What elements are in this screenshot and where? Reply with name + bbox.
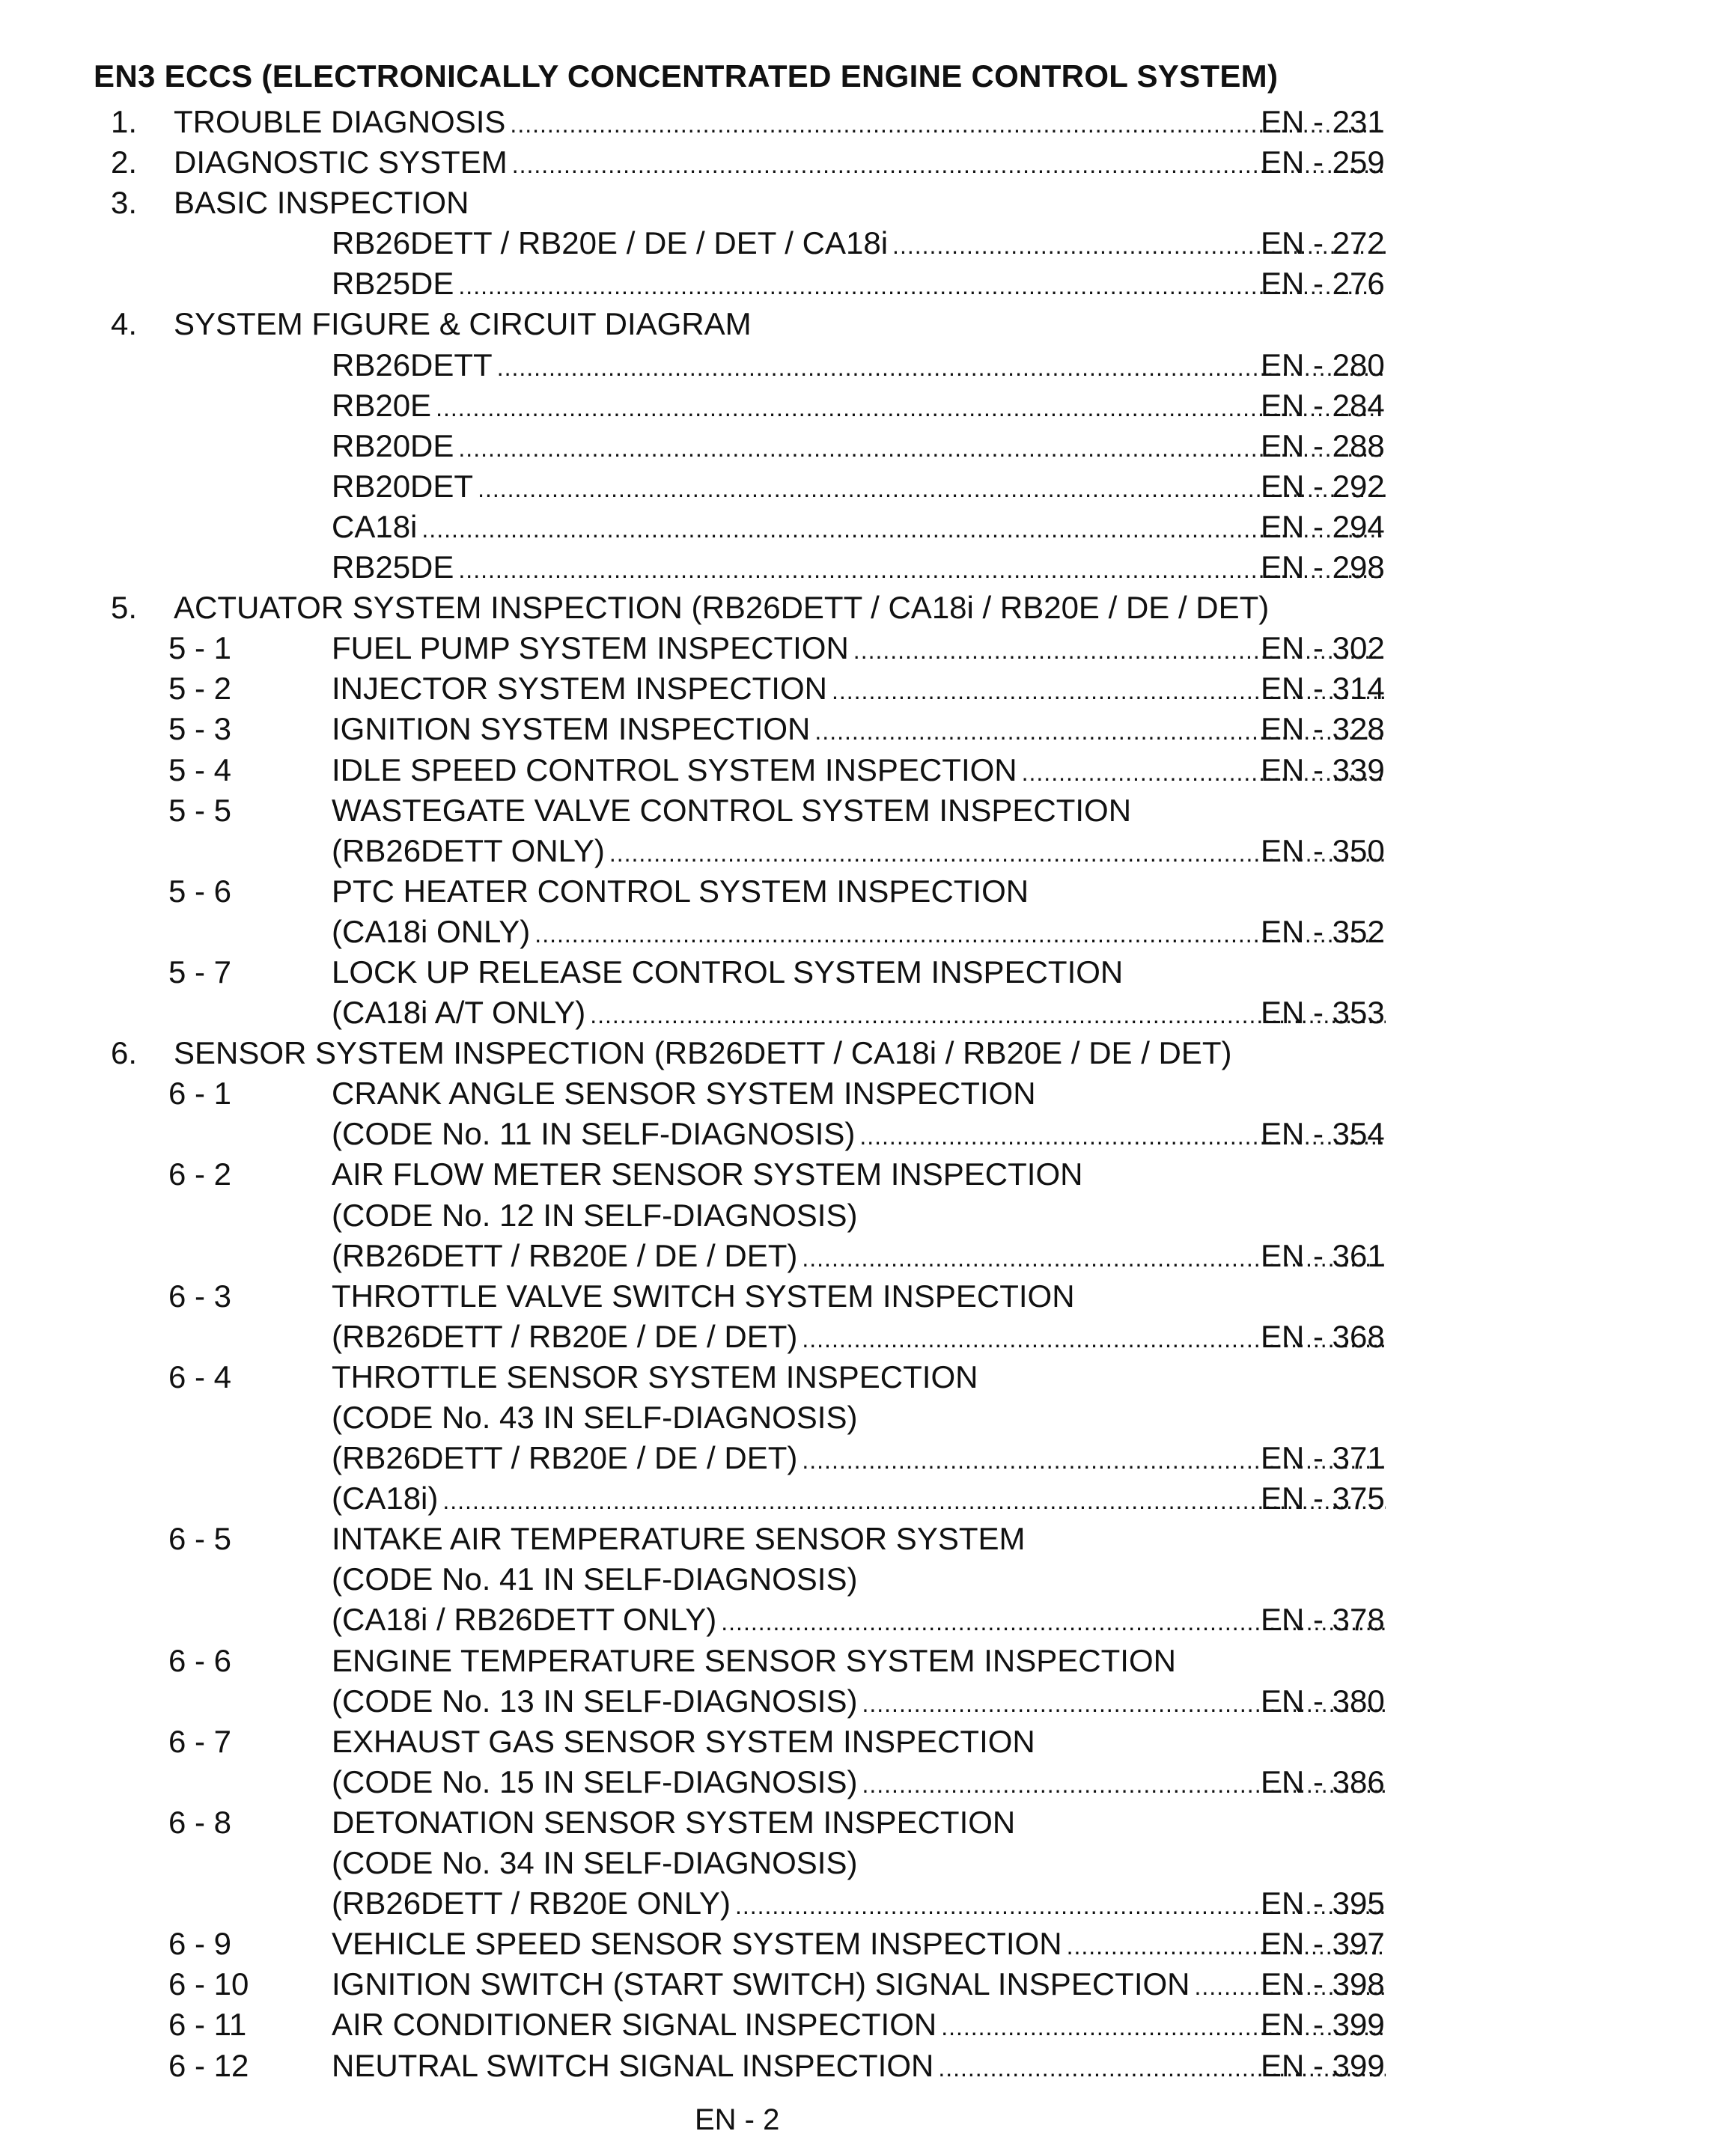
entry-title: DETONATION SENSOR SYSTEM INSPECTION <box>332 1804 1016 1840</box>
toc-entry <box>0 345 1736 385</box>
dot-leader <box>534 914 1386 954</box>
page-reference: EN - 398 <box>1261 1966 1385 2002</box>
entry-text-line <box>332 223 1390 266</box>
entry-text-line <box>332 1154 1390 1195</box>
toc-entry <box>0 1883 1736 1924</box>
entry-title: (CODE No. 12 IN SELF-DIAGNOSIS) <box>332 1197 858 1233</box>
page-reference: EN - 294 <box>1261 508 1385 544</box>
entry-text-line <box>174 588 1390 628</box>
entry-text-line <box>332 912 1390 954</box>
entry-number: 5. <box>111 590 138 626</box>
dot-leader <box>436 388 1386 428</box>
toc-entry <box>0 1843 1736 1883</box>
page-reference: EN - 302 <box>1261 630 1385 666</box>
toc-entry <box>0 142 1736 183</box>
dot-leader <box>442 1481 1386 1521</box>
toc-entry <box>0 993 1736 1033</box>
toc-entry <box>0 952 1736 993</box>
dot-leader <box>512 144 1386 185</box>
entry-text-line <box>332 993 1390 1035</box>
toc-entry <box>0 1033 1736 1073</box>
entry-text-line <box>332 263 1390 306</box>
entry-text-line <box>332 2046 1390 2088</box>
page-reference: EN - 231 <box>1261 104 1385 139</box>
entry-title: RB20E <box>332 387 432 423</box>
entry-title: (RB26DETT ONLY) <box>332 832 605 868</box>
entry-text-line <box>332 1559 1390 1600</box>
entry-title: EXHAUST GAS SENSOR SYSTEM INSPECTION <box>332 1723 1035 1759</box>
entry-title: FUEL PUMP SYSTEM INSPECTION <box>332 630 849 666</box>
entry-text-line <box>332 1762 1390 1805</box>
toc-entry <box>0 223 1736 263</box>
entry-text-line <box>332 1195 1390 1236</box>
toc-entry <box>0 750 1736 790</box>
entry-title: SYSTEM FIGURE & CIRCUIT DIAGRAM <box>174 306 752 342</box>
page-number-footer: EN - 2 <box>695 2103 780 2136</box>
entry-text-line <box>332 871 1390 912</box>
entry-title: CRANK ANGLE SENSOR SYSTEM INSPECTION <box>332 1076 1036 1112</box>
entry-text-line <box>174 142 1390 185</box>
entry-subnumber: 6 - 9 <box>168 1926 232 1962</box>
entry-title: NEUTRAL SWITCH SIGNAL INSPECTION <box>332 2047 934 2083</box>
entry-subnumber: 6 - 1 <box>168 1076 232 1112</box>
entry-text-line <box>332 1073 1390 1114</box>
dot-leader <box>458 428 1386 469</box>
entry-title: RB20DET <box>332 468 474 504</box>
entry-title: (CA18i / RB26DETT ONLY) <box>332 1602 717 1638</box>
entry-subnumber: 5 - 1 <box>168 630 232 666</box>
entry-text-line <box>332 668 1390 711</box>
page-reference: EN - 397 <box>1261 1926 1385 1962</box>
toc-entry <box>0 1964 1736 2005</box>
entry-title: ENGINE TEMPERATURE SENSOR SYSTEM INSPECTION <box>332 1642 1176 1678</box>
entry-text-line <box>332 1964 1390 2007</box>
toc-entry <box>0 102 1736 142</box>
entry-title: (CODE No. 11 IN SELF-DIAGNOSIS) <box>332 1116 856 1152</box>
entry-title: BASIC INSPECTION <box>174 185 469 221</box>
entry-text-line <box>332 345 1390 388</box>
toc-entry <box>0 1802 1736 1843</box>
dot-leader <box>478 469 1386 509</box>
dot-leader <box>458 549 1386 590</box>
toc-entry <box>0 1762 1736 1802</box>
page-reference: EN - 399 <box>1261 2007 1385 2043</box>
entry-title: DIAGNOSTIC SYSTEM <box>174 144 508 180</box>
entry-number: 3. <box>111 185 138 221</box>
entry-number: 4. <box>111 306 138 342</box>
toc-entry <box>0 1073 1736 1114</box>
entry-title: (RB26DETT / RB20E / DE / DET) <box>332 1237 798 1273</box>
toc-entry <box>0 426 1736 466</box>
entry-subnumber: 5 - 4 <box>168 752 232 787</box>
entry-title: RB26DETT / RB20E / DE / DET / CA18i <box>332 225 889 261</box>
toc-entry <box>0 1559 1736 1600</box>
page-reference: EN - 361 <box>1261 1237 1385 1273</box>
toc-entry <box>0 790 1736 831</box>
entry-text-line <box>332 1519 1390 1559</box>
entry-subnumber: 5 - 5 <box>168 792 232 828</box>
page-reference: EN - 368 <box>1261 1318 1385 1354</box>
entry-text-line <box>174 102 1390 144</box>
entry-title: LOCK UP RELEASE CONTROL SYSTEM INSPECTION <box>332 954 1124 990</box>
entry-subnumber: 6 - 12 <box>168 2047 249 2083</box>
entry-text-line <box>332 1641 1390 1681</box>
entry-text-line <box>332 1802 1390 1843</box>
entry-text-line <box>332 385 1390 428</box>
entry-text-line <box>332 1478 1390 1521</box>
entry-number: 1. <box>111 104 138 139</box>
entry-subnumber: 5 - 3 <box>168 711 232 747</box>
entry-text-line <box>332 1357 1390 1397</box>
toc-entry <box>0 912 1736 952</box>
entry-title: (CA18i) <box>332 1481 439 1516</box>
page-reference: EN - 280 <box>1261 347 1385 382</box>
entry-title: PTC HEATER CONTROL SYSTEM INSPECTION <box>332 873 1029 909</box>
entry-title: (CA18i A/T ONLY) <box>332 995 586 1031</box>
toc-entry <box>0 385 1736 426</box>
toc-entry <box>0 831 1736 871</box>
entry-number: 6. <box>111 1035 138 1071</box>
page-reference: EN - 350 <box>1261 832 1385 868</box>
entry-title: (CODE No. 13 IN SELF-DIAGNOSIS) <box>332 1683 858 1719</box>
page-reference: EN - 284 <box>1261 387 1385 423</box>
toc-entry <box>0 1924 1736 1964</box>
page-reference: EN - 375 <box>1261 1481 1385 1516</box>
toc-entry <box>0 466 1736 507</box>
entry-text-line <box>332 1722 1390 1762</box>
toc-entry <box>0 2046 1736 2086</box>
entry-text-line <box>332 1681 1390 1724</box>
entry-title: THROTTLE SENSOR SYSTEM INSPECTION <box>332 1359 978 1394</box>
entry-title: SENSOR SYSTEM INSPECTION (RB26DETT / CA18i / RB20E / DE / DET) <box>174 1035 1232 1071</box>
toc-entry <box>0 1195 1736 1236</box>
toc-entry <box>0 507 1736 547</box>
toc-entry <box>0 1154 1736 1195</box>
page-reference: EN - 272 <box>1261 225 1385 261</box>
entry-text-line <box>332 831 1390 874</box>
entry-text-line <box>332 952 1390 993</box>
toc-entry <box>0 1114 1736 1154</box>
toc-entry <box>0 1438 1736 1478</box>
toc-entry <box>0 263 1736 304</box>
toc-entry <box>0 1357 1736 1397</box>
page-reference: EN - 395 <box>1261 1886 1385 1921</box>
toc-entry <box>0 547 1736 588</box>
toc-entry <box>0 1600 1736 1640</box>
entry-title: (CODE No. 15 IN SELF-DIAGNOSIS) <box>332 1763 858 1799</box>
toc-entry <box>0 1276 1736 1317</box>
table-of-contents <box>0 102 1736 2086</box>
page-reference: EN - 378 <box>1261 1602 1385 1638</box>
entry-subnumber: 6 - 8 <box>168 1804 232 1840</box>
entry-text-line <box>332 628 1390 671</box>
entry-subnumber: 6 - 4 <box>168 1359 232 1394</box>
toc-entry <box>0 1641 1736 1681</box>
entry-title: VEHICLE SPEED SENSOR SYSTEM INSPECTION <box>332 1926 1062 1962</box>
entry-subnumber: 6 - 10 <box>168 1966 249 2002</box>
entry-subnumber: 6 - 3 <box>168 1278 232 1314</box>
entry-text-line <box>174 183 1390 223</box>
entry-subnumber: 5 - 6 <box>168 873 232 909</box>
page-reference: EN - 354 <box>1261 1116 1385 1152</box>
entry-text-line <box>332 1438 1390 1481</box>
entry-text-line <box>332 1397 1390 1438</box>
page-reference: EN - 380 <box>1261 1683 1385 1719</box>
entry-title: ACTUATOR SYSTEM INSPECTION (RB26DETT / CA18i / RB20E / DE / DET) <box>174 590 1270 626</box>
dot-leader <box>458 266 1386 306</box>
entry-text-line <box>332 547 1390 590</box>
entry-title: (CODE No. 34 IN SELF-DIAGNOSIS) <box>332 1845 858 1881</box>
entry-title: WASTEGATE VALVE CONTROL SYSTEM INSPECTION <box>332 792 1132 828</box>
entry-title: (RB26DETT / RB20E / DE / DET) <box>332 1440 798 1476</box>
entry-title: TROUBLE DIAGNOSIS <box>174 104 506 139</box>
entry-text-line <box>332 1600 1390 1642</box>
entry-subnumber: 6 - 7 <box>168 1723 232 1759</box>
entry-text-line <box>332 1924 1390 1966</box>
entry-title: INJECTOR SYSTEM INSPECTION <box>332 671 827 707</box>
page-reference: EN - 353 <box>1261 995 1385 1031</box>
entry-text-line <box>332 1114 1390 1156</box>
entry-text-line <box>332 790 1390 831</box>
toc-entry <box>0 1519 1736 1559</box>
entry-title: RB25DE <box>332 266 454 302</box>
entry-title: (CODE No. 41 IN SELF-DIAGNOSIS) <box>332 1561 858 1597</box>
entry-text-line <box>332 507 1390 549</box>
page-reference: EN - 259 <box>1261 144 1385 180</box>
toc-entry <box>0 871 1736 912</box>
entry-title: IGNITION SWITCH (START SWITCH) SIGNAL INSPECTION <box>332 1966 1190 2002</box>
toc-entry <box>0 588 1736 628</box>
entry-text-line <box>332 1317 1390 1359</box>
page-reference: EN - 352 <box>1261 913 1385 949</box>
toc-entry <box>0 1722 1736 1762</box>
page-reference: EN - 339 <box>1261 752 1385 787</box>
entry-title: RB20DE <box>332 427 454 463</box>
dot-leader <box>510 104 1386 144</box>
entry-title: IGNITION SYSTEM INSPECTION <box>332 711 811 747</box>
toc-entry <box>0 1317 1736 1357</box>
dot-leader <box>421 509 1386 549</box>
entry-text-line <box>332 1843 1390 1883</box>
page-reference: EN - 386 <box>1261 1763 1385 1799</box>
entry-title: (CA18i ONLY) <box>332 913 531 949</box>
entry-text-line <box>332 709 1390 752</box>
entry-subnumber: 6 - 2 <box>168 1156 232 1192</box>
entry-text-line <box>332 2005 1390 2047</box>
toc-entry <box>0 1236 1736 1276</box>
section-title: EN3 ECCS (ELECTRONICALLY CONCENTRATED ENGINE CONTROL SYSTEM) <box>94 58 1279 94</box>
entry-subnumber: 6 - 5 <box>168 1521 232 1557</box>
entry-text-line <box>332 1236 1390 1278</box>
page-reference: EN - 314 <box>1261 671 1385 707</box>
entry-text-line <box>174 304 1390 344</box>
toc-entry <box>0 183 1736 223</box>
entry-title: CA18i <box>332 508 418 544</box>
entry-title: RB25DE <box>332 549 454 585</box>
toc-entry <box>0 304 1736 344</box>
page-reference: EN - 399 <box>1261 2047 1385 2083</box>
toc-entry <box>0 2005 1736 2045</box>
entry-title: INTAKE AIR TEMPERATURE SENSOR SYSTEM <box>332 1521 1026 1557</box>
toc-entry <box>0 1681 1736 1722</box>
entry-subnumber: 6 - 6 <box>168 1642 232 1678</box>
toc-entry <box>0 1397 1736 1438</box>
entry-title: (RB26DETT / RB20E ONLY) <box>332 1886 731 1921</box>
toc-entry <box>0 709 1736 749</box>
entry-text-line <box>332 750 1390 793</box>
entry-title: THROTTLE VALVE SWITCH SYSTEM INSPECTION <box>332 1278 1075 1314</box>
entry-title: (RB26DETT / RB20E / DE / DET) <box>332 1318 798 1354</box>
dot-leader <box>497 347 1386 388</box>
entry-text-line <box>332 466 1390 509</box>
entry-text-line <box>332 1883 1390 1926</box>
toc-entry <box>0 1478 1736 1519</box>
page-reference: EN - 288 <box>1261 427 1385 463</box>
entry-text-line <box>174 1033 1390 1073</box>
page-reference: EN - 292 <box>1261 468 1385 504</box>
entry-subnumber: 5 - 2 <box>168 671 232 707</box>
entry-number: 2. <box>111 144 138 180</box>
entry-subnumber: 6 - 11 <box>168 2007 247 2043</box>
entry-title: AIR FLOW METER SENSOR SYSTEM INSPECTION <box>332 1156 1083 1192</box>
entry-title: RB26DETT <box>332 347 493 382</box>
toc-entry <box>0 668 1736 709</box>
entry-text-line <box>332 426 1390 469</box>
toc-entry <box>0 628 1736 668</box>
page-reference: EN - 371 <box>1261 1440 1385 1476</box>
entry-title: AIR CONDITIONER SIGNAL INSPECTION <box>332 2007 937 2043</box>
page-reference: EN - 298 <box>1261 549 1385 585</box>
page-reference: EN - 328 <box>1261 711 1385 747</box>
page-reference: EN - 276 <box>1261 266 1385 302</box>
entry-title: (CODE No. 43 IN SELF-DIAGNOSIS) <box>332 1400 858 1435</box>
entry-title: IDLE SPEED CONTROL SYSTEM INSPECTION <box>332 752 1017 787</box>
entry-text-line <box>332 1276 1390 1317</box>
entry-subnumber: 5 - 7 <box>168 954 232 990</box>
